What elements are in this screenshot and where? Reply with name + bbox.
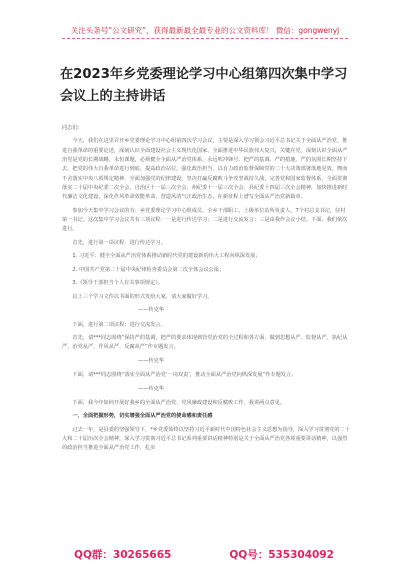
agenda-1-item: 1. 习近平：健全全面从严治党体系推动新时代党的建设新的伟大工程向纵深发展； bbox=[72, 253, 261, 260]
agenda-2-speech-2: 下面，请***同志围绕“落实全面从严治党‘一岗双责’，推动全面从严治党向纵深发展”作专题发言。 bbox=[72, 372, 297, 379]
agenda-1-intro: 首先，进行第一项议程：进行传达学习。 bbox=[72, 239, 166, 246]
agenda-1-item: 2. 中国共产党第二十届中央纪律检查委员会第二次全体会议公报； bbox=[72, 266, 225, 273]
agenda-2-intro: 下面，进行第二项议程：进行交流发言。 bbox=[72, 321, 166, 328]
agenda-3-intro: 下面，我今年如何开展好我乡的全面从严治党、党风廉政建设和反腐败工作，我讲两点意见。 bbox=[72, 399, 286, 406]
speaker-divider: ——传克华 bbox=[138, 385, 164, 392]
qq-number-text: QQ号：535304092 bbox=[229, 549, 334, 561]
document-body bbox=[62, 124, 350, 458]
section-1-body: 过去一年，是县委的坚强领导下，*乡党委始终以坚持习近平新时代中国特色社会主义思想为指导，深入学习贯彻党的二十大和二十届历次全会精神，深入学习贯彻习近平总书记系列重要讲话精神特别是关于全面从严治党各项重要讲话精神，以强烈的政治担当推进全面从严治党工作，扎实 bbox=[62, 426, 350, 452]
contact-footer bbox=[0, 546, 408, 564]
speaker-divider: ——传克华 bbox=[138, 307, 164, 314]
document-title: 在2023年乡党委理论学习中心组第四次集中学习会议上的主持讲话 bbox=[60, 67, 348, 104]
qq-group-text: QQ群：30265665 bbox=[74, 549, 172, 561]
section-heading: 一、全面把握形势，切实增强全面从严治党的使命感和责任感 bbox=[72, 413, 213, 420]
agenda-1-outro: 以上三个学习文件以书面的形式发给大家，请大家做好学习。 bbox=[72, 293, 213, 300]
paragraph-attendees: 参加今天集中学习会议的有：乡党委理论学习中心组成员，全乡干部职工，上级单位站所负责人，7个村总支书记，驻村第一书记。这次集中学习会议共有三项议程：一是进行传达学习；二是进行交流发言；三是由我作会议小结。下面，我们依次进行。 bbox=[62, 207, 348, 233]
agenda-2-speech-1: 首先，请***同志围绕“保持严的基调，把严的要求体现到管党治党的全过程和各方面，做到思想从严、监督从严、执纪从严、治党从严、作风从严、反腐从严”作专题发言。 bbox=[62, 335, 348, 351]
paragraph-opening: 今天，我们在这里召开乡党委理论学习中心组第四次学习会议，主要是深入学习领会习近平总书记关于全面从严治党、推进自我革命的重要论述，深刻认识全面建设社会主义现代化国家、全面推进中华民族伟大复兴，关键在党。深刻认识全面从严治党是党的长期战略、永恒课题，必须健全全面从严治党体系，永远吹冲锋号、把严的基调、严的措施、严的氛围长期坚持下去，把党的伟大自我革命进行到底。提高政治站位，强化政治担当，以有力政治监督保障党的二十大决策部署落地见效，锲而不舍落实中央八项规定精神，全面加强党的纪律建设，坚决打赢反腐败斗争攻坚战持久战，完善党和国家监督体系，全面贯彻落实二十届中央纪委二次全会、自治区十一届三次全会、州纪委十一届三次全会、县纪委十四届三次全会精神，加快推进新时代廉洁文化建设，深化作风革命效能革命，营造风清气正政治生态，在新征程上谱写全面从严治党新篇章。 bbox=[62, 138, 348, 201]
agenda-1-item: 3.《领导干部担当个人有关事项规定》。 bbox=[72, 280, 163, 287]
salutation: 同志们： bbox=[62, 125, 83, 131]
promo-banner[interactable]: 关注头条号“公文研究”，获得最新最全最专业的公文资料库！ 微信：gongwenyj bbox=[62, 24, 348, 39]
speaker-divider: ——传克华 bbox=[138, 357, 164, 364]
